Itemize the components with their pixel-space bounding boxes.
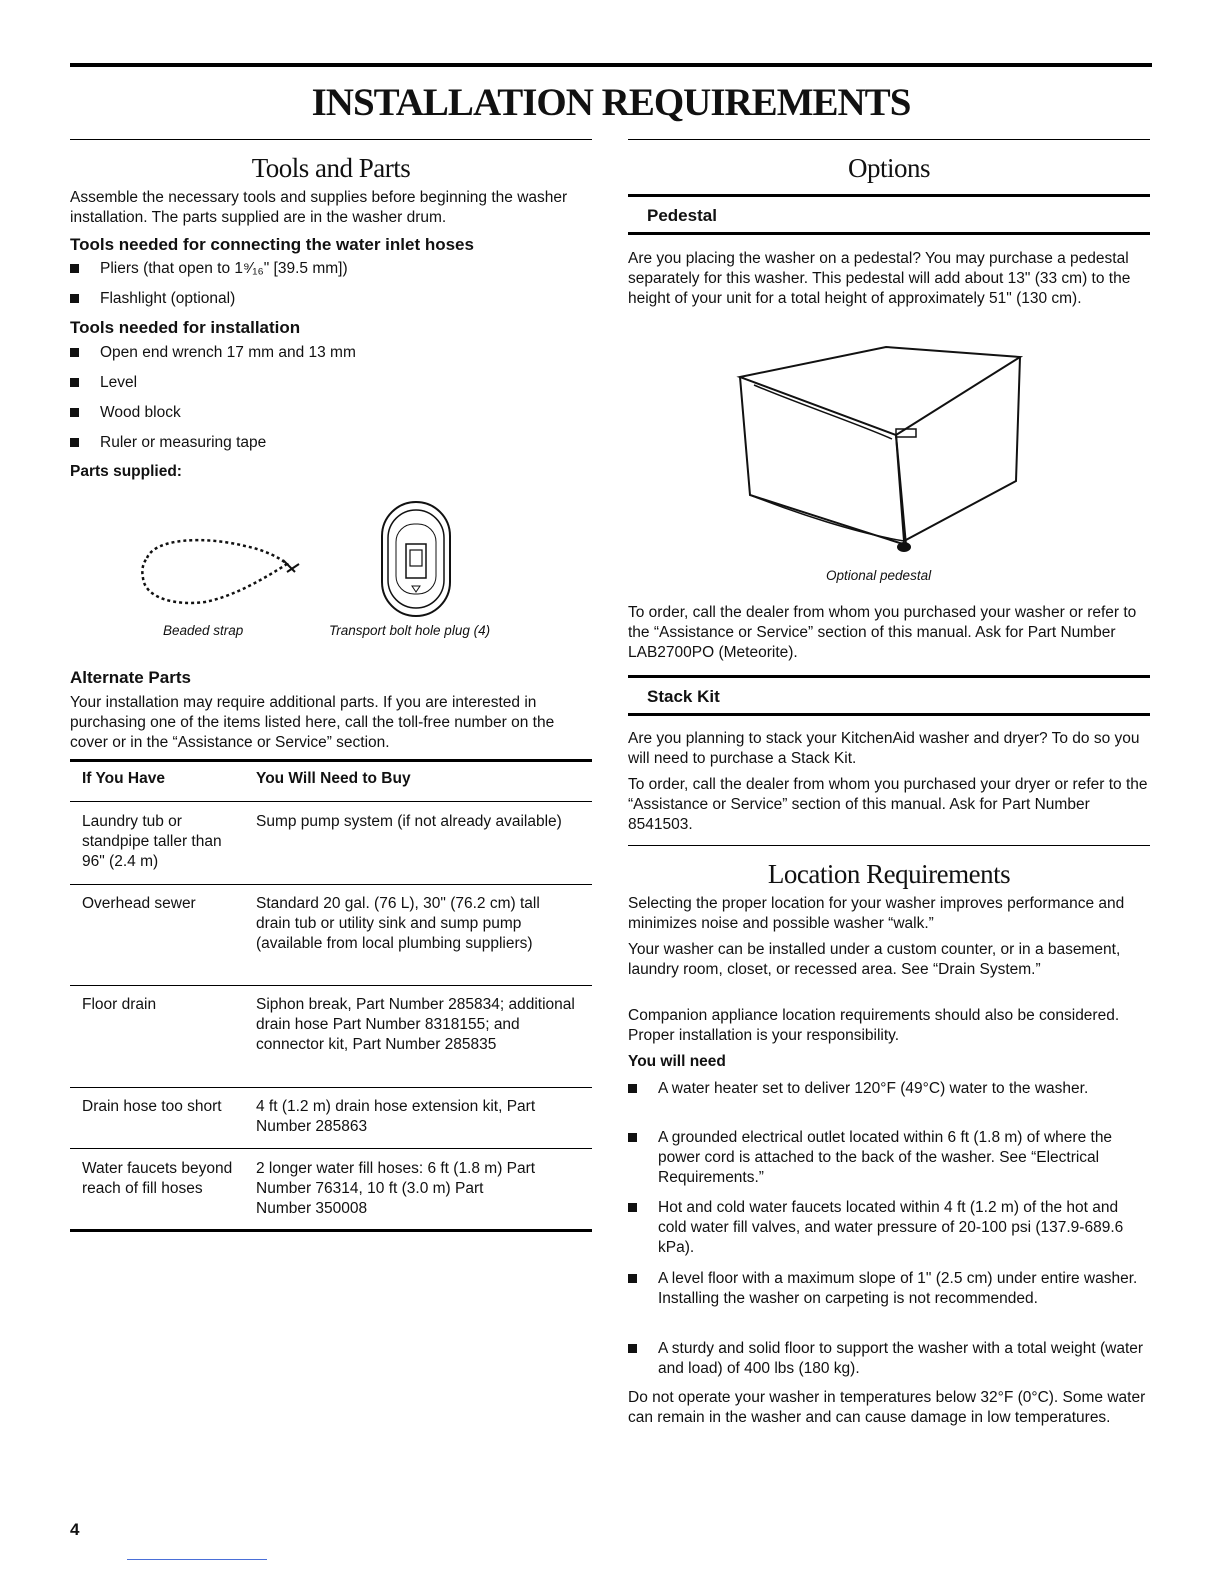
you-will-need-heading: You will need — [628, 1053, 726, 1070]
table-cell: Overhead sewer — [82, 895, 196, 912]
list-item: Pliers (that open to 1⁹⁄₁₆" [39.5 mm]) — [70, 259, 590, 279]
bullet-icon — [70, 438, 79, 447]
list-item: A grounded electrical outlet located within 6 ft (1.8 m) of where the power cord is attached to the back of the washer. See “Electrical Requirements.” — [628, 1128, 1148, 1192]
list-item: Level — [70, 373, 590, 393]
stack-kit-order: To order, call the dealer from whom you purchased your dryer or refer to the “Assistance or Service” section of this manual. Ask for Part Number 8541503. — [628, 776, 1148, 833]
table-cell: Water faucets beyond reach of fill hoses — [82, 1160, 233, 1197]
caption-beaded-strap: Beaded strap — [163, 623, 244, 638]
page-number: 4 — [70, 1520, 80, 1539]
divider — [628, 713, 1150, 716]
caption-pedestal: Optional pedestal — [826, 568, 932, 583]
list-item: Flashlight (optional) — [70, 289, 590, 309]
bullet-icon — [70, 408, 79, 417]
location-p3: Companion appliance location requirements should also be considered. Proper installation is your responsibility. — [628, 1007, 1120, 1044]
stack-kit-heading: Stack Kit — [647, 687, 720, 706]
table-cell: Laundry tub or standpipe taller than 96" (2.4 m) — [82, 813, 222, 870]
table-cell: Floor drain — [82, 996, 157, 1013]
stack-kit-text: Are you planning to stack your KitchenAid washer and dryer? To do so you will need to purchase a Stack Kit. — [628, 730, 1140, 767]
pedestal-text: Are you placing the washer on a pedestal? You may purchase a pedestal separately for this washer. This pedestal will add about 13" (33 cm) to the height of your unit for a total height of approximately 51" (130 cm). — [628, 250, 1131, 307]
list-item: A level floor with a maximum slope of 1" (2.5 cm) under entire washer. Installing the washer on carpeting is not recommended. — [628, 1269, 1148, 1333]
alternate-parts-intro: Your installation may require additional parts. If you are interested in purchasing one of the items listed here, call the toll-free number on the cover or in the “Assistance or Service” section. — [70, 694, 555, 751]
bullet-icon — [628, 1274, 637, 1283]
pedestal-heading: Pedestal — [647, 206, 717, 225]
divider — [70, 139, 592, 140]
bullet-icon — [628, 1084, 637, 1093]
list-item: A water heater set to deliver 120°F (49°C) water to the washer. — [628, 1079, 1148, 1123]
list-item: Ruler or measuring tape — [70, 433, 590, 453]
section-title-options: Options — [847, 153, 930, 183]
bullet-icon — [70, 294, 79, 303]
table-divider — [70, 801, 592, 802]
location-p1: Selecting the proper location for your washer improves performance and minimizes noise and possible washer “walk.” — [628, 895, 1125, 932]
location-p2: Your washer can be installed under a custom counter, or in a basement, laundry room, closet, or recessed area. See “Drain System.” — [628, 941, 1121, 978]
bullet-icon — [70, 348, 79, 357]
link-underline — [127, 1559, 267, 1560]
list-item: Open end wrench 17 mm and 13 mm — [70, 343, 590, 363]
location-footer: Do not operate your washer in temperatures below 32°F (0°C). Some water can remain in the washer and can cause damage in low temperatures. — [628, 1389, 1146, 1426]
section-title-location: Location Requirements — [767, 859, 1011, 889]
list-item: Wood block — [70, 403, 590, 423]
bullet-icon — [628, 1203, 637, 1212]
table-cell: Drain hose too short — [82, 1098, 222, 1115]
list-item: A sturdy and solid floor to support the washer with a total weight (water and load) of 400 lbs (180 kg). — [628, 1339, 1148, 1383]
table-divider — [70, 1148, 592, 1149]
table-divider — [70, 985, 592, 986]
hoses-heading: Tools needed for connecting the water inlet hoses — [70, 235, 474, 254]
divider — [628, 194, 1150, 197]
table-header-need: You Will Need to Buy — [256, 770, 411, 787]
page-title: INSTALLATION REQUIREMENTS — [311, 81, 911, 124]
pedestal-illustration — [736, 345, 1026, 557]
table-bottom-rule — [70, 1229, 592, 1232]
parts-supplied-label: Parts supplied: — [70, 463, 182, 480]
transport-plug-illustration — [380, 500, 452, 618]
list-item: Hot and cold water faucets located within 4 ft (1.2 m) of the hot and cold water fill valves, and water pressure of 20-100 psi (137.9-689.6 kPa). — [628, 1198, 1148, 1262]
table-cell: Siphon break, Part Number 285834; additional drain hose Part Number 8318155; and connector kit, Part Number 285835 — [256, 996, 575, 1053]
alternate-parts-heading: Alternate Parts — [70, 668, 191, 687]
table-divider — [70, 1087, 592, 1088]
divider — [628, 845, 1150, 846]
divider — [628, 675, 1150, 678]
table-cell: Sump pump system (if not already available) — [256, 813, 562, 830]
table-cell: Standard 20 gal. (76 L), 30" (76.2 cm) tall drain tub or utility sink and sump pump (available from local plumbing suppliers) — [256, 895, 540, 952]
caption-transport-plug: Transport bolt hole plug (4) — [329, 623, 491, 638]
table-header-have: If You Have — [82, 770, 165, 787]
table-cell: 4 ft (1.2 m) drain hose extension kit, Part Number 285863 — [256, 1098, 536, 1135]
pedestal-order: To order, call the dealer from whom you purchased your washer or refer to the “Assistance or Service” section of this manual. Ask for Part Number LAB2700PO (Meteorite). — [628, 604, 1137, 661]
tools-intro: Assemble the necessary tools and supplies before beginning the washer installation. The parts supplied are in the washer drum. — [70, 189, 568, 226]
install-heading: Tools needed for installation — [70, 318, 301, 337]
table-cell: 2 longer water fill hoses: 6 ft (1.8 m) Part Number 76314, 10 ft (3.0 m) Part Number 350008 — [256, 1160, 536, 1217]
bullet-icon — [70, 378, 79, 387]
table-divider — [70, 884, 592, 885]
bullet-icon — [628, 1344, 637, 1353]
divider — [628, 232, 1150, 235]
table-top-rule — [70, 759, 592, 762]
beaded-strap-illustration — [135, 528, 305, 608]
bullet-icon — [70, 264, 79, 273]
bullet-icon — [628, 1133, 637, 1142]
divider — [628, 139, 1150, 140]
top-rule — [70, 63, 1152, 67]
section-title-tools: Tools and Parts — [251, 153, 411, 183]
